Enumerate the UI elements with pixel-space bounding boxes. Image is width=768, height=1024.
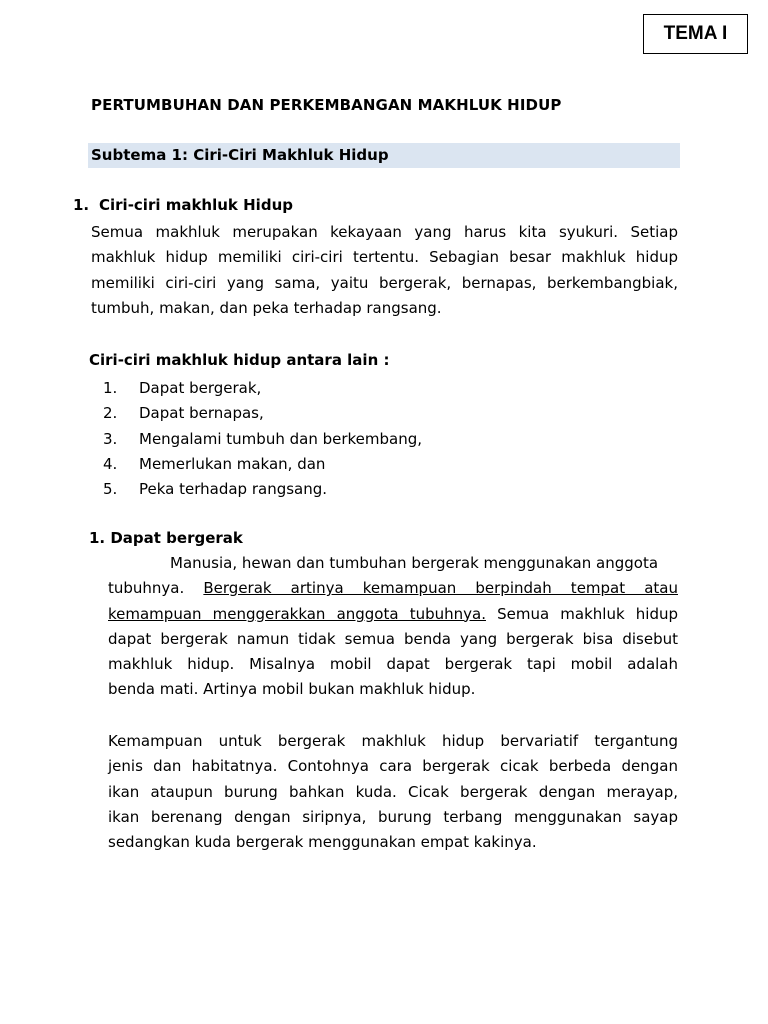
subtheme-title: Subtema 1: Ciri-Ciri Makhluk Hidup bbox=[91, 146, 389, 164]
list-item bbox=[103, 452, 422, 477]
list-number: 1. bbox=[103, 379, 118, 397]
tema-label: TEMA I bbox=[643, 14, 748, 54]
list-item bbox=[103, 401, 422, 426]
variation-paragraph bbox=[108, 729, 678, 855]
characteristics-list bbox=[103, 376, 422, 502]
list-text: Peka terhadap rangsang. bbox=[139, 480, 328, 499]
paragraph-line: benda mati. Artinya mobil bukan makhluk hidup. bbox=[108, 680, 476, 699]
list-text: Dapat bernapas, bbox=[139, 404, 264, 423]
list-text: Memerlukan makan, dan bbox=[139, 454, 326, 473]
list-item bbox=[103, 477, 422, 502]
section-title: Ciri-ciri makhluk Hidup bbox=[99, 196, 293, 214]
list-item bbox=[103, 376, 422, 401]
definition-text: kemampuan menggerakkan anggota tubuhnya. bbox=[108, 604, 486, 623]
intro-line: makhluk hidup memiliki ciri-ciri tertentu. Sebagian besar makhluk hidup bbox=[91, 248, 678, 267]
list-number: 2. bbox=[103, 404, 118, 423]
subsection-heading: 1. Dapat bergerak bbox=[89, 529, 243, 547]
paragraph-line: sedangkan kuda bergerak menggunakan empat kakinya. bbox=[108, 833, 537, 852]
paragraph-text: Semua makhluk hidup bbox=[485, 604, 679, 623]
intro-line: memiliki ciri-ciri yang sama, yaitu bergerak, bernapas, berkembangbiak, bbox=[91, 273, 678, 292]
movement-paragraph bbox=[108, 551, 678, 703]
definition-text: Bergerak artinya kemampuan berpindah tempat atau bbox=[203, 579, 678, 598]
list-number: 3. bbox=[103, 429, 118, 448]
paragraph-line: makhluk hidup. Misalnya mobil dapat bergerak tapi mobil adalah bbox=[108, 655, 678, 674]
paragraph-line bbox=[108, 602, 678, 627]
subtheme-banner bbox=[88, 143, 680, 168]
paragraph-line bbox=[108, 576, 678, 601]
paragraph-line: Kemampuan untuk bergerak makhluk hidup bervariatif tergantung bbox=[108, 732, 678, 750]
intro-line: Semua makhluk merupakan kekayaan yang harus kita syukuri. Setiap bbox=[91, 223, 678, 241]
list-item bbox=[103, 427, 422, 452]
list-number: 4. bbox=[103, 454, 118, 473]
paragraph-line: Manusia, hewan dan tumbuhan bergerak menggunakan anggota bbox=[170, 554, 659, 572]
list-title: Ciri-ciri makhluk hidup antara lain : bbox=[89, 351, 390, 369]
section-heading bbox=[73, 196, 293, 214]
page-title: PERTUMBUHAN DAN PERKEMBANGAN MAKHLUK HIDUP bbox=[91, 96, 562, 114]
list-number: 5. bbox=[103, 480, 118, 499]
list-text: Dapat bergerak, bbox=[139, 379, 262, 397]
list-text: Mengalami tumbuh dan berkembang, bbox=[139, 429, 423, 448]
intro-paragraph bbox=[91, 220, 678, 321]
paragraph-line: jenis dan habitatnya. Contohnya cara bergerak cicak berbeda dengan bbox=[108, 757, 678, 776]
paragraph-text: tubuhnya. bbox=[108, 579, 204, 598]
intro-line: tumbuh, makan, dan peka terhadap rangsang. bbox=[91, 298, 442, 317]
paragraph-line: ikan ataupun burung bahkan kuda. Cicak bergerak dengan merayap, bbox=[108, 782, 678, 801]
paragraph-line: dapat bergerak namun tidak semua benda yang bergerak bisa disebut bbox=[108, 629, 678, 648]
paragraph-line: ikan berenang dengan siripnya, burung terbang menggunakan sayap bbox=[108, 807, 678, 826]
section-number: 1. bbox=[73, 196, 90, 214]
